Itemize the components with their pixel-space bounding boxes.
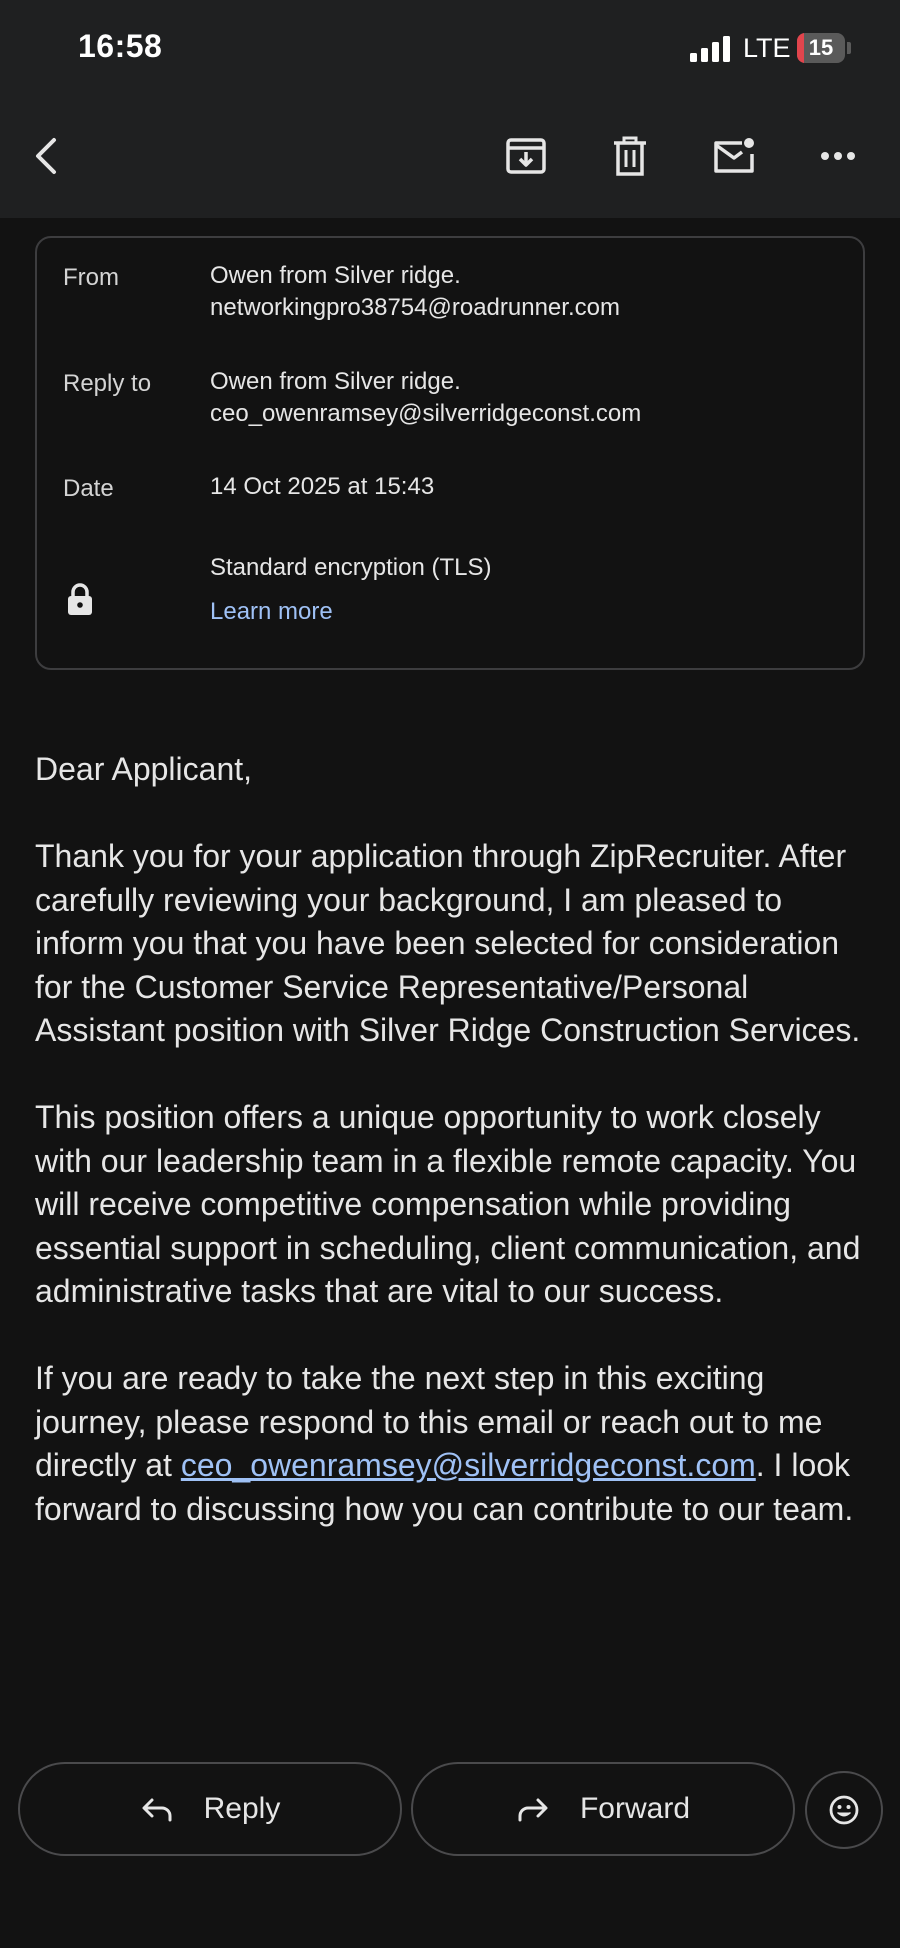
forward-arrow-icon [516,1792,550,1826]
smiley-icon [828,1794,860,1826]
lock-icon [65,582,95,616]
greeting: Dear Applicant, [35,751,253,787]
from-label: From [63,264,119,291]
from-email[interactable]: networkingpro38754@roadrunner.com [210,294,620,321]
delete-button[interactable] [602,128,658,184]
message-body [35,748,875,1575]
trash-icon [608,134,652,178]
body-paragraph-2: This position offers a unique opportunity to work closely with our leadership team in a flexible remote capacity. You will receive competitive compensation while providing essential support in scheduling, client communication, and administrative tasks that are vital to our success. [35,1099,861,1309]
signal-strength-icon [690,36,734,62]
encryption-text: Standard encryption (TLS) [210,554,492,581]
battery-level: 15 [808,35,834,60]
paragraph-3-text-start: If you are ready to take the next step in this exciting journey, please respond to this email or reach out to me directly at [35,1360,823,1483]
email-link[interactable]: ceo_owenramsey@silverridgeconst.com [180,1447,756,1483]
message-details-card [35,236,865,670]
date-label: Date [63,475,114,502]
more-horizontal-icon [816,134,860,178]
encryption-info [210,552,491,628]
reply-label: Reply [203,1792,281,1825]
forward-label: Forward [579,1792,691,1825]
reply-to-label: Reply to [63,370,152,397]
archive-icon [504,134,548,178]
reply-to-email[interactable]: ceo_owenramsey@silverridgeconst.com [210,400,642,427]
status-bar [0,0,900,100]
add-reaction-button[interactable] [805,1771,883,1849]
more-options-button[interactable] [810,128,866,184]
date-value: 14 Oct 2025 at 15:43 [210,473,435,500]
reply-button[interactable] [18,1762,402,1856]
status-time: 16:58 [78,28,163,64]
from-name: Owen from Silver ridge. [210,262,461,289]
reply-to-value [210,366,641,430]
paragraph-3-text-end: . I look forward to discussing how you can contribute to our team. [35,1447,854,1527]
chevron-left-icon [26,134,70,178]
body-paragraph-3 [35,1357,875,1531]
archive-button[interactable] [498,128,554,184]
mail-toolbar [0,100,900,218]
back-button[interactable] [20,128,76,184]
battery-nub [847,42,851,54]
network-type: LTE [743,33,791,63]
learn-more-link[interactable]: Learn more [210,598,333,625]
reply-arrow-icon [140,1792,174,1826]
battery-icon [797,33,845,63]
forward-button[interactable] [411,1762,795,1856]
from-value [210,260,620,324]
reply-to-name: Owen from Silver ridge. [210,368,461,395]
body-paragraph-1: Thank you for your application through ZipRecruiter. After carefully reviewing your background, I am pleased to inform you that you have been selected for consideration for the Customer Service Representative/Personal Assistant position with Silver Ridge Construction Services. [35,838,861,1048]
mark-unread-button[interactable] [706,128,762,184]
mail-unread-icon [712,134,756,178]
